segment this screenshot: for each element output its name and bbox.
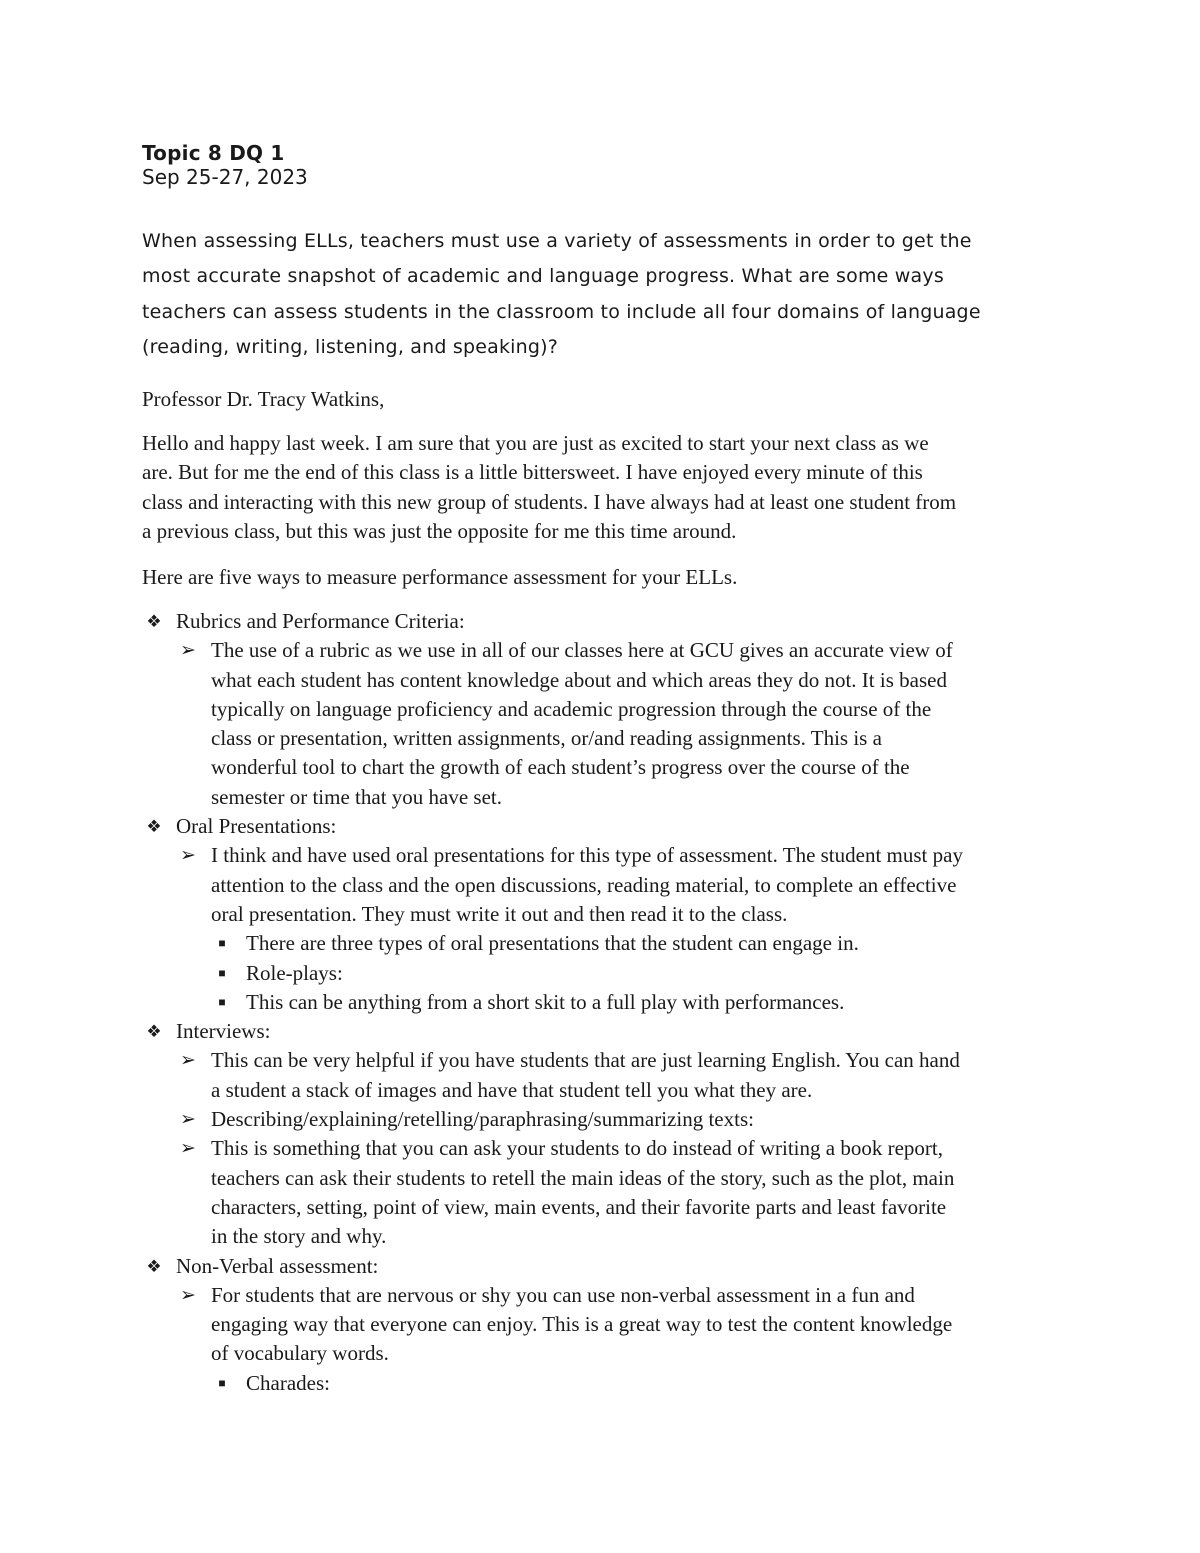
list-lead-in: Here are five ways to measure performance assessment for your ELLs. bbox=[142, 565, 738, 589]
list-item-text: typically on language proficiency and academic progression through the course of the bbox=[211, 696, 932, 721]
prompt-line: (reading, writing, listening, and speaking)? bbox=[142, 335, 559, 358]
list-item-continuation bbox=[142, 753, 1102, 782]
arrow-bullet-icon: ➢ bbox=[180, 1050, 196, 1072]
list-item-level-3 bbox=[142, 1369, 1102, 1398]
arrow-bullet-icon: ➢ bbox=[180, 1284, 196, 1306]
list-item-continuation bbox=[142, 871, 1102, 900]
list-item-continuation bbox=[142, 1310, 1102, 1339]
arrow-bullet-icon: ➢ bbox=[180, 845, 196, 867]
intro-line: are. But for me the end of this class is a little bittersweet. I have enjoyed every minute of this bbox=[142, 460, 923, 485]
list-item-text: Non-Verbal assessment: bbox=[176, 1253, 379, 1278]
list-item-text: in the story and why. bbox=[211, 1224, 387, 1249]
list-item-text: This is something that you can ask your students to do instead of writing a book report, bbox=[211, 1136, 943, 1161]
document-date: Sep 25-27, 2023 bbox=[142, 165, 308, 189]
list-item-level-3 bbox=[142, 929, 1102, 958]
arrow-bullet-icon: ➢ bbox=[180, 1138, 196, 1160]
list-item-level-2 bbox=[142, 1281, 1102, 1310]
assessment-list bbox=[142, 607, 1102, 1398]
list-item-text: what each student has content knowledge about and which areas they do not. It is based bbox=[211, 667, 947, 692]
list-item-level-2 bbox=[142, 1046, 1102, 1075]
list-item-text: Interviews: bbox=[176, 1019, 271, 1044]
diamond-bullet-icon: ❖ bbox=[146, 817, 162, 837]
list-item-level-3 bbox=[142, 988, 1102, 1017]
list-item-text: This can be anything from a short skit to a full play with performances. bbox=[246, 989, 845, 1014]
arrow-bullet-icon: ➢ bbox=[180, 640, 196, 662]
list-item-text: a student a stack of images and have that student tell you what they are. bbox=[211, 1077, 813, 1102]
list-item-text: There are three types of oral presentations that the student can engage in. bbox=[246, 931, 859, 956]
list-item-text: engaging way that everyone can enjoy. This is a great way to test the content knowledge bbox=[211, 1312, 953, 1337]
list-item-text: class or presentation, written assignments, or/and reading assignments. This is a bbox=[211, 726, 882, 751]
list-item-continuation bbox=[142, 724, 1102, 753]
list-item-text: This can be very helpful if you have students that are just learning English. You can hand bbox=[211, 1048, 960, 1073]
diamond-bullet-icon: ❖ bbox=[146, 612, 162, 631]
list-item-continuation bbox=[142, 783, 1102, 812]
list-item-text: teachers can ask their students to retell the main ideas of the story, such as the plot, main bbox=[211, 1165, 955, 1190]
list-item-level-1 bbox=[142, 1252, 1102, 1281]
square-bullet-icon: ■ bbox=[218, 965, 226, 980]
greeting: Professor Dr. Tracy Watkins, bbox=[142, 387, 385, 411]
list-item-level-1 bbox=[142, 607, 1102, 636]
square-bullet-icon: ■ bbox=[218, 994, 226, 1009]
list-item-continuation bbox=[142, 666, 1102, 695]
list-item-continuation bbox=[142, 900, 1102, 929]
intro-line: Hello and happy last week. I am sure that you are just as excited to start your next class as we bbox=[142, 431, 929, 455]
list-item-text: Charades: bbox=[246, 1370, 330, 1395]
square-bullet-icon: ■ bbox=[218, 936, 226, 951]
list-item-text: oral presentation. They must write it out and then read it to the class. bbox=[211, 901, 788, 926]
list-item-level-2 bbox=[142, 841, 1102, 870]
list-item-text: The use of a rubric as we use in all of our classes here at GCU gives an accurate view of bbox=[211, 638, 953, 663]
list-item-level-1 bbox=[142, 812, 1102, 841]
prompt-line: most accurate snapshot of academic and language progress. What are some ways bbox=[142, 265, 944, 288]
prompt-line: teachers can assess students in the classroom to include all four domains of language bbox=[142, 300, 981, 323]
list-item-text: Describing/explaining/retelling/paraphrasing/summarizing texts: bbox=[211, 1107, 754, 1132]
prompt-line: When assessing ELLs, teachers must use a variety of assessments in order to get the bbox=[142, 230, 972, 252]
list-item-continuation bbox=[142, 1339, 1102, 1368]
list-item-level-1 bbox=[142, 1017, 1102, 1046]
intro-paragraph bbox=[142, 429, 1072, 546]
intro-line: a previous class, but this was just the opposite for me this time around. bbox=[142, 518, 737, 543]
list-item-continuation bbox=[142, 1222, 1102, 1251]
list-item-text: For students that are nervous or shy you can use non-verbal assessment in a fun and bbox=[211, 1282, 915, 1307]
arrow-bullet-icon: ➢ bbox=[180, 1109, 196, 1131]
list-item-text: wonderful tool to chart the growth of each student’s progress over the course of the bbox=[211, 755, 910, 780]
list-item-continuation bbox=[142, 1193, 1102, 1222]
intro-line: class and interacting with this new group of students. I have always had at least one student from bbox=[142, 489, 957, 514]
list-item-level-2 bbox=[142, 1105, 1102, 1134]
list-item-text: Role-plays: bbox=[246, 960, 343, 985]
list-item-continuation bbox=[142, 1164, 1102, 1193]
list-item-text: of vocabulary words. bbox=[211, 1341, 389, 1366]
list-item-text: Rubrics and Performance Criteria: bbox=[176, 609, 465, 633]
list-item-level-2 bbox=[142, 636, 1102, 665]
list-item-text: characters, setting, point of view, main events, and their favorite parts and least favorite bbox=[211, 1194, 947, 1219]
diamond-bullet-icon: ❖ bbox=[146, 1022, 162, 1042]
list-item-continuation bbox=[142, 695, 1102, 724]
list-item-text: Oral Presentations: bbox=[176, 814, 337, 839]
list-item-level-2 bbox=[142, 1134, 1102, 1163]
list-item-text: I think and have used oral presentations for this type of assessment. The student must pay bbox=[211, 843, 963, 868]
list-item-text: attention to the class and the open discussions, reading material, to complete an effective bbox=[211, 872, 957, 897]
square-bullet-icon: ■ bbox=[218, 1375, 226, 1390]
discussion-prompt bbox=[142, 224, 1102, 365]
list-item-continuation bbox=[142, 1076, 1102, 1105]
list-item-text: semester or time that you have set. bbox=[211, 784, 502, 809]
list-item-level-3 bbox=[142, 959, 1102, 988]
document-title: Topic 8 DQ 1 bbox=[142, 141, 285, 165]
diamond-bullet-icon: ❖ bbox=[146, 1256, 162, 1276]
